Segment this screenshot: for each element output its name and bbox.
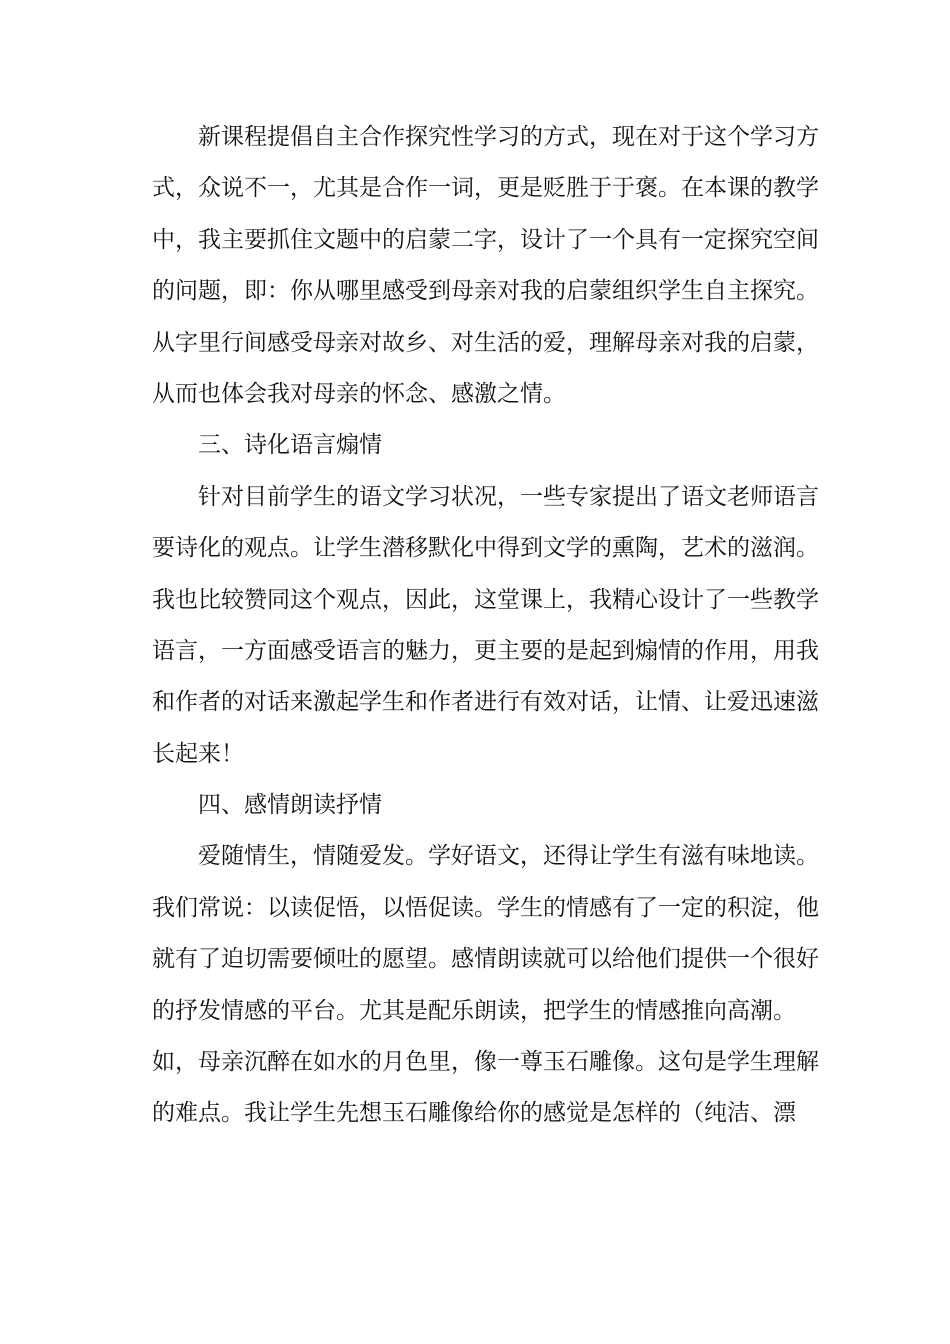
text-line: 我也比较赞同这个观点，因此，这堂课上，我精心设计了一些教学 bbox=[152, 586, 819, 613]
text-line: 中，我主要抓住文题中的启蒙二字，设计了一个具有一定探究空间 bbox=[152, 226, 819, 253]
text-line: 要诗化的观点。让学生潜移默化中得到文学的熏陶，艺术的滋润。 bbox=[152, 535, 819, 562]
text-line: 的问题，即：你从哪里感受到母亲对我的启蒙组织学生自主探究。 bbox=[152, 278, 819, 305]
text-line: 的难点。我让学生先想玉石雕像给你的感觉是怎样的（纯洁、漂 bbox=[152, 1100, 796, 1127]
text-line: 从而也体会我对母亲的怀念、感激之情。 bbox=[152, 380, 566, 407]
text-line: 语言，一方面感受语言的魅力，更主要的是起到煽情的作用，用我 bbox=[152, 637, 819, 664]
document-body bbox=[152, 112, 819, 1140]
text-line: 新课程提倡自主合作探究性学习的方式，现在对于这个学习方 bbox=[198, 124, 819, 150]
text-line: 针对目前学生的语文学习状况，一些专家提出了语文老师语言 bbox=[198, 483, 819, 510]
text-line: 就有了迫切需要倾吐的愿望。感情朗读就可以给他们提供一个很好 bbox=[152, 946, 819, 973]
text-line: 从字里行间感受母亲对故乡、对生活的爱，理解母亲对我的启蒙， bbox=[152, 329, 819, 356]
text-line: 和作者的对话来激起学生和作者进行有效对话，让情、让爱迅速滋 bbox=[152, 689, 819, 716]
text-line: 的抒发情感的平台。尤其是配乐朗读，把学生的情感推向高潮。 bbox=[152, 997, 796, 1024]
text-line: 式，众说不一，尤其是合作一词，更是贬胜于于褒。在本课的教学 bbox=[152, 175, 819, 202]
section-heading: 四、感情朗读抒情 bbox=[198, 792, 382, 819]
section-heading: 三、诗化语言煽情 bbox=[198, 432, 382, 459]
text-line: 我们常说：以读促悟，以悟促读。学生的情感有了一定的积淀，他 bbox=[152, 894, 819, 921]
text-line: 爱随情生，情随爱发。学好语文，还得让学生有滋有味地读。 bbox=[198, 843, 819, 870]
text-line: 如，母亲沉醉在如水的月色里，像一尊玉石雕像。这句是学生理解 bbox=[152, 1049, 819, 1076]
text-line: 长起来！ bbox=[152, 740, 244, 767]
